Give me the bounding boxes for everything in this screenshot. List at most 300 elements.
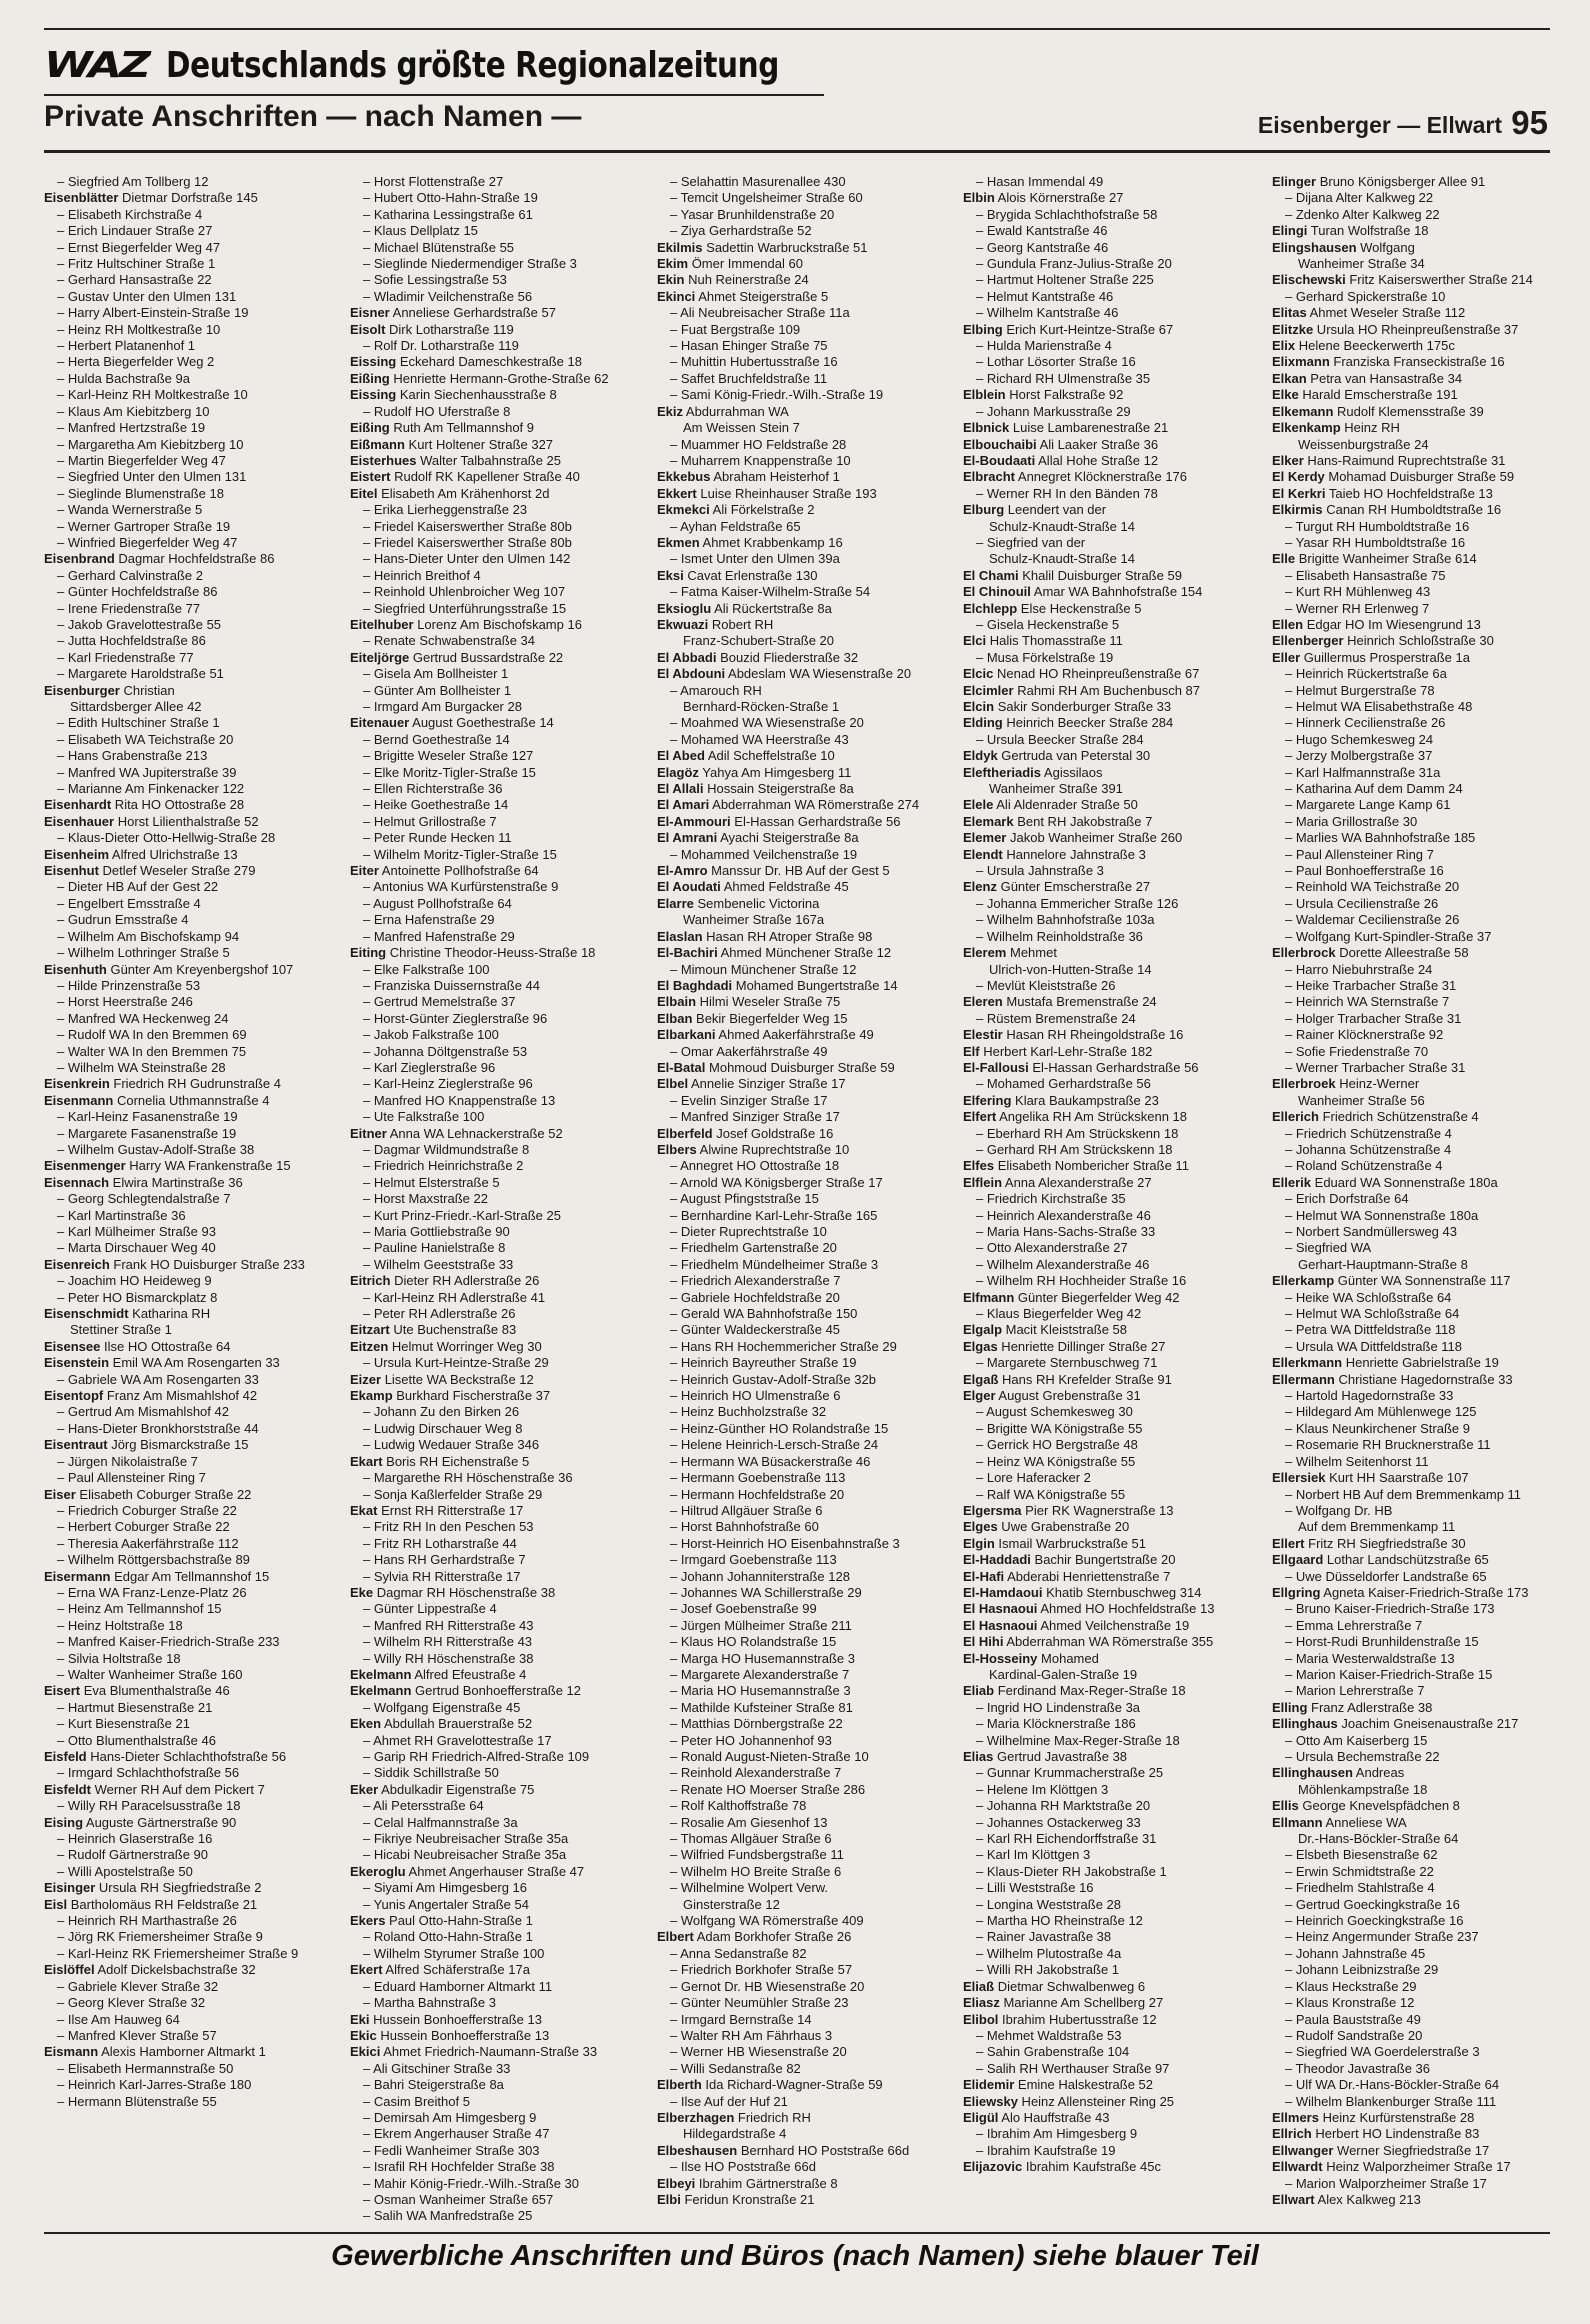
listing-subentry: – Manfred Hafenstraße 29 (363, 928, 515, 944)
listing-entry (350, 1585, 646, 1601)
listing-subentry: – Wilhelmine Wolpert Verw. (670, 1880, 828, 1896)
listing-subentry: – Willi Sedanstraße 82 (670, 2060, 801, 2076)
listing-entry (350, 322, 646, 338)
entry-surname: Elgersma (963, 1502, 1022, 1518)
listing-subentry: – Dagmar Wildmundstraße 8 (363, 1141, 530, 1157)
entry-details: Walter Talbahnstraße 25 (416, 452, 562, 468)
entry-details: Elisabeth Am Krähenhorst 2d (377, 485, 550, 501)
entry-details: Dirk Lotharstraße 119 (385, 321, 514, 337)
entry-surname: Eisennach (44, 1174, 110, 1190)
entry-details: Helene Beeckerwerth 175c (1295, 338, 1455, 354)
entry-details: Hilmi Weseler Straße 75 (696, 994, 841, 1010)
listing-subentry: – Wilhelm Geeststraße 33 (363, 1256, 514, 1272)
listing-entry (44, 1093, 340, 1109)
listing-subentry: – Ute Falkstraße 100 (363, 1109, 485, 1125)
listing-entry (657, 896, 953, 912)
listing-entry (1272, 1076, 1568, 1092)
listing-subentry: – Siegfried WA (1285, 1240, 1372, 1256)
listing-subentry: – Ilse Auf der Huf 21 (670, 2093, 788, 2109)
listing-subentry: – Kurt Prinz-Friedr.-Karl-Straße 25 (363, 1207, 561, 1223)
listing-continuation: Auf dem Bremmenkamp 11 (1298, 1519, 1456, 1535)
listing-subentry: – Horst-Günter Zieglerstraße 96 (363, 1010, 548, 1026)
listing-subentry: – Wolfgang WA Römerstraße 409 (670, 1913, 864, 1929)
entry-details: Adil Scheffelstraße 10 (704, 748, 835, 764)
listing-subentry: – Emma Lehrerstraße 7 (1285, 1617, 1423, 1633)
listing-subentry: – Bruno Kaiser-Friedrich-Straße 173 (1285, 1601, 1495, 1617)
listing-entry (963, 945, 1259, 961)
entry-details: Cavat Erlenstraße 130 (683, 567, 818, 583)
entry-details: Ömer Immendal 60 (688, 256, 803, 272)
listing-subentry: – Dieter HB Auf der Gest 22 (57, 879, 219, 895)
listing-subentry: – Wilhelm Blankenburger Straße 111 (1285, 2093, 1497, 2109)
listing-subentry: – Klaus-Dieter Otto-Hellwig-Straße 28 (57, 830, 276, 846)
listing-subentry: – Sahin Grabenstraße 104 (976, 2044, 1130, 2060)
entry-details: Elisabeth Nombericher Straße 11 (994, 1158, 1189, 1174)
listing-entry (963, 453, 1259, 469)
entry-surname: Eldyk (963, 748, 998, 764)
listing-subentry: – Ronald August-Nieten-Straße 10 (670, 1749, 869, 1764)
listing-subentry: – Winfried Biegerfelder Weg 47 (57, 534, 238, 550)
listing-subentry: – Sonja Kaßlerfelder Straße 29 (363, 1486, 543, 1502)
listing-entry (963, 847, 1259, 863)
listing-entry (44, 1815, 340, 1831)
listing-continuation: Möhlenkampstraße 18 (1298, 1781, 1428, 1797)
listing-entry (350, 1962, 646, 1978)
entry-surname: Eiteljörge (350, 649, 410, 665)
entry-surname: Elberth (657, 2077, 702, 2093)
entry-details: Horst Lilienthalstraße 52 (114, 813, 259, 829)
listing-subentry: – Klaus-Dieter RH Jakobstraße 1 (976, 1863, 1167, 1879)
listing-entry (44, 683, 340, 699)
entry-details: Gertrud Bonhoefferstraße 12 (411, 1683, 581, 1699)
entry-surname: Ekeroglu (350, 1863, 406, 1879)
entry-details: Lorenz Am Bischofskamp 16 (413, 616, 582, 632)
entry-surname: El Aoudati (657, 879, 721, 895)
entry-details: Harry WA Frankenstraße 15 (125, 1158, 291, 1174)
listing-subentry: – Annegret HO Ottostraße 18 (670, 1158, 840, 1174)
entry-surname: Elkemann (1272, 403, 1334, 419)
entry-details: Fritz Kaiserswerther Straße 214 (1345, 272, 1533, 288)
listing-subentry: – Peter Runde Hecken 11 (363, 830, 512, 846)
listing-subentry: – Sieglinde Niedermendiger Straße 3 (363, 256, 577, 272)
listing-entry (963, 502, 1259, 518)
listing-subentry: – Norbert Sandmüllersweg 43 (1285, 1224, 1457, 1239)
entry-details: Bruno Königsberger Allee 91 (1316, 174, 1486, 189)
entry-details: Hussein Bonhoefferstraße 13 (369, 2011, 542, 2027)
entry-details: Khalil Duisburger Straße 59 (1018, 567, 1182, 583)
listing-subentry: – Ali Petersstraße 64 (363, 1798, 484, 1814)
listing-subentry: – Hilde Prinzenstraße 53 (57, 977, 201, 993)
listing-subentry: – Wilhelm Reinholdstraße 36 (976, 928, 1143, 944)
entry-surname: Eksioglu (657, 600, 712, 616)
listing-subentry: – Lore Haferacker 2 (976, 1470, 1091, 1486)
entry-details: Alex Kalkweg 213 (1314, 2191, 1421, 2207)
listing-entry (1272, 1470, 1568, 1486)
entry-surname: Ellen (1272, 616, 1304, 632)
listing-subentry: – Thomas Allgäuer Straße 6 (670, 1831, 832, 1847)
entry-surname: El Kerdy (1272, 469, 1325, 485)
entry-surname: Elban (657, 1010, 693, 1026)
listing-subentry: – Sylvia RH Ritterstraße 17 (363, 1568, 521, 1584)
entry-surname: Eisenblätter (44, 190, 119, 206)
listing-subentry: – Klaus Am Kiebitzberg 10 (57, 403, 210, 419)
listing-subentry: – Heinrich HO Ulmenstraße 6 (670, 1388, 841, 1404)
listing-entry (963, 469, 1259, 485)
listing-continuation: Gerhart-Hauptmann-Straße 8 (1298, 1256, 1468, 1272)
listing-entry (963, 1322, 1259, 1338)
listing-entry (350, 486, 646, 502)
entry-details: Josef Goldstraße 16 (712, 1125, 834, 1141)
entry-surname: Ekkert (657, 485, 697, 501)
listing-subentry: – Horst Flottenstraße 27 (363, 174, 504, 189)
listing-subentry: – Helmut Kantstraße 46 (976, 288, 1114, 304)
listing-subentry: – Friedhelm Stahlstraße 4 (1285, 1880, 1435, 1896)
entry-surname: Eitenauer (350, 715, 410, 731)
entry-surname: Ekart (350, 1453, 383, 1469)
listing-entry (963, 715, 1259, 731)
listing-entry (350, 354, 646, 370)
listing-entry (44, 190, 340, 206)
entry-surname: Elbi (657, 2191, 681, 2207)
listing-subentry: – Wolfgang Eigenstraße 45 (363, 1699, 521, 1715)
listing-subentry: – Gertrud Am Mismahlshof 42 (57, 1404, 229, 1420)
listing-entry (350, 305, 646, 321)
listing-subentry: – Elisabeth Kirchstraße 4 (57, 206, 203, 222)
listing-subentry: – Horst Maxstraße 22 (363, 1191, 488, 1207)
listing-subentry: – Siegfried Am Tollberg 12 (57, 174, 209, 189)
listing-entry (1272, 650, 1568, 666)
entry-surname: Eisentopf (44, 1388, 104, 1404)
entry-details: Katharina RH (128, 1306, 211, 1322)
listing-subentry: – Heinz Am Tellmannshof 15 (57, 1601, 222, 1617)
entry-surname: Eismann (44, 2044, 99, 2060)
listing-entry (657, 666, 953, 682)
listing-subentry: – Anna Sedanstraße 82 (670, 1945, 807, 1961)
listing-entry (963, 765, 1259, 781)
entry-details: Turan Wolfstraße 18 (1307, 223, 1429, 239)
entry-surname: Elemark (963, 813, 1014, 829)
entry-surname: El-Fallousi (963, 1059, 1029, 1075)
entry-surname: Eisl (44, 1896, 68, 1912)
entry-details: Heinz-Werner (1335, 1076, 1420, 1092)
entry-details: Leendert van der (1004, 502, 1107, 518)
listing-entry (657, 945, 953, 961)
entry-details: Ferdinand Max-Reger-Straße 18 (994, 1683, 1186, 1699)
listing-subentry: – Israfil RH Hochfelder Straße 38 (363, 2159, 555, 2175)
entry-surname: Eken (350, 1716, 382, 1732)
listing-continuation: Dr.-Hans-Böckler-Straße 64 (1298, 1831, 1459, 1847)
listing-entry (350, 945, 646, 961)
listing-subentry: – Manfred Sinziger Straße 17 (670, 1109, 840, 1125)
entry-details: Anneliese WA (1322, 1814, 1407, 1830)
listing-entry (1272, 1765, 1568, 1781)
listing-subentry: – Heike Trarbacher Straße 31 (1285, 977, 1457, 993)
listing-subentry: – Gerhard Spickerstraße 10 (1285, 288, 1446, 304)
entry-surname: Eißing (350, 370, 390, 386)
entry-details: Emine Halskestraße 52 (1014, 2077, 1154, 2093)
listing-subentry: – Helmut WA Sonnenstraße 180a (1285, 1207, 1479, 1223)
entry-details: August Grebenstraße 31 (995, 1388, 1141, 1404)
listing-subentry: – Ursula Jahnstraße 3 (976, 863, 1104, 879)
entry-details: Horst Falkstraße 92 (1005, 387, 1124, 403)
listing-entry (657, 978, 953, 994)
listing-entry (1272, 2192, 1568, 2208)
listing-entry (657, 1126, 953, 1142)
listing-entry (657, 1011, 953, 1027)
listing-continuation: Schulz-Knaudt-Straße 14 (989, 518, 1135, 534)
entry-surname: Ellerkmann (1272, 1355, 1343, 1371)
entry-details: George Knevelspfädchen 8 (1298, 1798, 1460, 1814)
listing-entry (657, 650, 953, 666)
entry-details: Henriette Gabrielstraße 19 (1342, 1355, 1499, 1371)
listing-subentry: – Werner RH In den Bänden 78 (976, 485, 1158, 501)
entry-surname: Elinger (1272, 174, 1317, 189)
entry-details: Mohmoud Duisburger Straße 59 (705, 1059, 895, 1075)
entry-surname: Ellmers (1272, 2109, 1319, 2125)
listing-subentry: – Sofie Lessingstraße 53 (363, 272, 507, 288)
listing-entry (657, 1060, 953, 1076)
listing-entry (350, 1126, 646, 1142)
listing-subentry: – Matthias Dörnbergstraße 22 (670, 1716, 843, 1732)
entry-surname: Elemer (963, 830, 1007, 846)
listing-subentry: – Gabriele WA Am Rosengarten 33 (57, 1371, 259, 1387)
entry-surname: Eissing (350, 354, 397, 370)
entry-details: Helmut Worringer Weg 30 (388, 1338, 542, 1354)
listing-entry (44, 1569, 340, 1585)
listing-entry (963, 1109, 1259, 1125)
entry-surname: Ekat (350, 1502, 378, 1518)
listing-entry (350, 469, 646, 485)
entry-details: Heinrich Schloßstraße 30 (1343, 633, 1494, 649)
entry-details: Robert RH (708, 616, 774, 632)
listing-subentry: – Martin Biegerfelder Weg 47 (57, 452, 226, 468)
listing-continuation: Weissenburgstraße 24 (1298, 436, 1429, 452)
listing-subentry: – Wladimir Veilchenstraße 56 (363, 288, 533, 304)
listing-subentry: – Mehmet Waldstraße 53 (976, 2027, 1122, 2043)
entry-details: Dietmar Schwalbenweg 6 (994, 1978, 1146, 1994)
listing-entry (657, 781, 953, 797)
entry-details: Alfred Efeustraße 4 (411, 1666, 527, 1682)
listing-column-4 (963, 174, 1259, 2209)
listing-subentry: – Celal Halfmannstraße 3a (363, 1814, 518, 1830)
listing-subentry: – Irene Friedenstraße 77 (57, 600, 201, 616)
listing-subentry: – Hartold Hagedornstraße 33 (1285, 1388, 1454, 1404)
entry-surname: Elixmann (1272, 354, 1330, 370)
entry-details: Henriette Hermann-Grothe-Straße 62 (389, 370, 609, 386)
listing-entry (1272, 420, 1568, 436)
listing-entry (963, 1372, 1259, 1388)
entry-details: Ilse HO Ottostraße 64 (100, 1338, 231, 1354)
listing-continuation: Wanheimer Straße 167a (683, 912, 825, 928)
entry-surname: Ekici (350, 2044, 381, 2060)
entry-details: Abderrahman WA Römerstraße 355 (1003, 1634, 1214, 1650)
listing-subentry: – Wilhelm RH Hochheider Straße 16 (976, 1273, 1187, 1289)
listing-subentry: – Manfred WA Jupiterstraße 39 (57, 764, 237, 780)
entry-surname: Elcimler (963, 682, 1014, 698)
entry-details: Andreas (1352, 1765, 1405, 1781)
listing-subentry: – Wilhelm Röttgersbachstraße 89 (57, 1552, 250, 1568)
entry-details: Ahmet Weseler Straße 112 (1306, 305, 1466, 321)
listing-subentry: – Heinrich WA Sternstraße 7 (1285, 994, 1450, 1010)
listing-entry (350, 1667, 646, 1683)
entry-details: Cornelia Uthmannstraße 4 (113, 1092, 270, 1108)
listing-subentry: – Elisabeth WA Teichstraße 20 (57, 731, 234, 747)
listing-subentry: – Marion Lehrerstraße 7 (1285, 1683, 1425, 1699)
entry-details: Macit Kleiststraße 58 (1002, 1322, 1128, 1338)
entry-details: Sadettin Warbruckstraße 51 (702, 239, 868, 255)
entry-surname: Ellermann (1272, 1371, 1335, 1387)
listing-entry (1272, 174, 1568, 190)
listing-entry (1272, 387, 1568, 403)
listing-subentry: – Marion Walporzheimer Straße 17 (1285, 2175, 1487, 2191)
listing-subentry: – Engelbert Emsstraße 4 (57, 895, 201, 911)
listing-subentry: – Waldemar Cecilienstraße 26 (1285, 912, 1460, 928)
listing-entry (44, 1076, 340, 1092)
listing-subentry: – Siegfried van der (976, 534, 1086, 550)
listing-subentry: – Horst Heerstraße 246 (57, 994, 193, 1010)
entry-details: Ali Förkelstraße 2 (709, 502, 815, 518)
listing-subentry: – Edith Hultschiner Straße 1 (57, 715, 220, 731)
listing-entry (1272, 223, 1568, 239)
listing-subentry: – Willy RH Höschenstraße 38 (363, 1650, 534, 1666)
listing-entry (657, 240, 953, 256)
entry-surname: Ekim (657, 256, 689, 272)
listing-subentry: – Osman Wanheimer Straße 657 (363, 2191, 554, 2207)
entry-details: Hans-Raimund Ruprechtstraße 31 (1303, 452, 1506, 468)
listing-subentry: – Maria HO Husemannstraße 3 (670, 1683, 851, 1699)
entry-details: Brigitte Wanheimer Straße 614 (1295, 551, 1477, 567)
entry-surname: Elbracht (963, 469, 1016, 485)
entry-details: Ida Richard-Wagner-Straße 59 (701, 2077, 883, 2093)
listing-entry (963, 1601, 1259, 1617)
listing-entry (350, 617, 646, 633)
listing-subentry: – Johanna RH Marktstraße 20 (976, 1798, 1151, 1814)
listing-subentry: – Rainer Klöcknerstraße 92 (1285, 1027, 1444, 1043)
entry-surname: Ekmen (657, 534, 700, 550)
listing-subentry: – Karl-Heinz RK Friemersheimer Straße 9 (57, 1945, 299, 1961)
entry-surname: Elding (963, 715, 1003, 731)
listing-subentry: – Ursula Cecilienstraße 26 (1285, 895, 1439, 911)
listing-entry (963, 1651, 1259, 1667)
listing-subentry: – Margarethe RH Höschenstraße 36 (363, 1470, 573, 1486)
listing-subentry: – Ilse HO Poststraße 66d (670, 2159, 816, 2175)
listing-subentry: – Mathilde Kufsteiner Straße 81 (670, 1699, 853, 1715)
entry-surname: Eki (350, 2011, 370, 2027)
listing-subentry: – Ludwig Dirschauer Weg 8 (363, 1420, 523, 1436)
listing-subentry: – Fikriye Neubreisacher Straße 35a (363, 1831, 569, 1847)
listing-subentry: – Demirsah Am Himgesberg 9 (363, 2109, 537, 2125)
listing-entry (1272, 272, 1568, 288)
listing-entry (963, 1749, 1259, 1765)
entry-surname: Eisenheim (44, 846, 110, 862)
entry-surname: El Abdouni (657, 666, 726, 682)
entry-surname: Elingshausen (1272, 239, 1357, 255)
entry-surname: Ellrich (1272, 2126, 1312, 2142)
entry-details: Abraham Heisterhof 1 (710, 469, 840, 485)
listing-entry (963, 1569, 1259, 1585)
entry-surname: Eisolt (350, 321, 386, 337)
listing-entry (963, 1158, 1259, 1174)
entry-details: Elisabeth Coburger Straße 22 (75, 1486, 252, 1502)
entry-surname: Elfert (963, 1109, 997, 1125)
listing-subentry: – Ismet Unter den Ulmen 39a (670, 551, 840, 567)
listing-entry (963, 1339, 1259, 1355)
entry-surname: Elfering (963, 1092, 1012, 1108)
entry-details: Mohamad Duisburger Straße 59 (1324, 469, 1515, 485)
listing-subentry: – Heinz RH Moltkestraße 10 (57, 321, 221, 337)
entry-surname: Elfmann (963, 1289, 1015, 1305)
listing-subentry: – Herbert Coburger Straße 22 (57, 1519, 230, 1535)
listing-entry (1272, 1585, 1568, 1601)
entry-surname: Eliaß (963, 1978, 995, 1994)
listing-subentry: – Heinz Holtstraße 18 (57, 1617, 183, 1633)
listing-entry (350, 2028, 646, 2044)
entry-details: Marianne Am Schellberg 27 (999, 1995, 1164, 2011)
entry-details: Feridun Kronstraße 21 (680, 2191, 815, 2207)
entry-details: Uwe Grabenstraße 20 (997, 1519, 1130, 1535)
entry-details: Christian (119, 682, 175, 698)
entry-details: Bent RH Jakobstraße 7 (1013, 813, 1153, 829)
entry-surname: Ekmekci (657, 502, 710, 518)
entry-surname: Ellwanger (1272, 2142, 1334, 2158)
listing-continuation: Wanheimer Straße 391 (989, 781, 1123, 797)
listing-entry (657, 2192, 953, 2208)
entry-surname: Elgalp (963, 1322, 1003, 1338)
listing-subentry: – Theodor Javastraße 36 (1285, 2060, 1431, 2076)
entry-details: El-Hassan Gerhardstraße 56 (730, 813, 901, 829)
listing-subentry: – Wilhelm Moritz-Tigler-Straße 15 (363, 846, 557, 862)
listing-entry (657, 2077, 953, 2093)
page-range: Eisenberger — Ellwart (1257, 112, 1502, 138)
listing-subentry: – Arnold WA Königsberger Straße 17 (670, 1174, 883, 1190)
entry-details: Karin Siechenhausstraße 8 (396, 387, 557, 403)
listing-entry (1272, 240, 1568, 256)
entry-surname: Elger (963, 1388, 996, 1404)
listing-subentry: – Roland Otto-Hahn-Straße 1 (363, 1929, 533, 1945)
entry-details: Alois Körnerstraße 27 (994, 190, 1124, 206)
listing-subentry: – Reinhold WA Teichstraße 20 (1285, 879, 1460, 895)
listing-subentry: – Johannes Ostackerweg 33 (976, 1814, 1141, 1830)
entry-surname: El-Bachiri (657, 945, 718, 961)
listing-subentry: – Manfred Hertzstraße 19 (57, 420, 206, 436)
entry-surname: El Kerkri (1272, 485, 1326, 501)
listing-subentry: – Erich Lindauer Straße 27 (57, 223, 213, 239)
entry-surname: El Hasnaoui (963, 1601, 1038, 1617)
entry-surname: Elbeshausen (657, 2142, 738, 2158)
listing-entry (1272, 1716, 1568, 1732)
listing-subentry: – Eduard Hamborner Altmarkt 11 (363, 1978, 553, 1994)
entry-details: Alexis Hamborner Altmarkt 1 (98, 2044, 266, 2060)
listing-subentry: – Norbert HB Auf dem Bremmenkamp 11 (1285, 1486, 1522, 1502)
entry-details: Jörg Bismarckstraße 15 (107, 1437, 249, 1453)
listing-entry (350, 1339, 646, 1355)
listing-subentry: – Ursula Kurt-Heintze-Straße 29 (363, 1355, 549, 1371)
listing-subentry: – Paula Bauststraße 49 (1285, 2011, 1421, 2027)
listing-subentry: – Margarete Fasanenstraße 19 (57, 1125, 237, 1141)
entry-details: Burkhard Fischerstraße 37 (392, 1388, 551, 1404)
listing-subentry: – Josef Goebenstraße 99 (670, 1601, 817, 1617)
entry-details: Herbert HO Lindenstraße 83 (1311, 2126, 1480, 2142)
entry-details: Günter Biegerfelder Weg 42 (1014, 1289, 1180, 1305)
listing-entry (963, 2110, 1259, 2126)
entry-surname: Eiter (350, 863, 379, 879)
entry-surname: Eitner (350, 1125, 387, 1141)
listing-subentry: – Klaus Kronstraße 12 (1285, 1995, 1415, 2011)
entry-surname: Eisner (350, 305, 390, 321)
listing-subentry: – Siyami Am Himgesberg 16 (363, 1880, 528, 1896)
listing-entry (350, 1782, 646, 1798)
entry-details: Amar WA Bahnhofstraße 154 (1030, 584, 1203, 600)
